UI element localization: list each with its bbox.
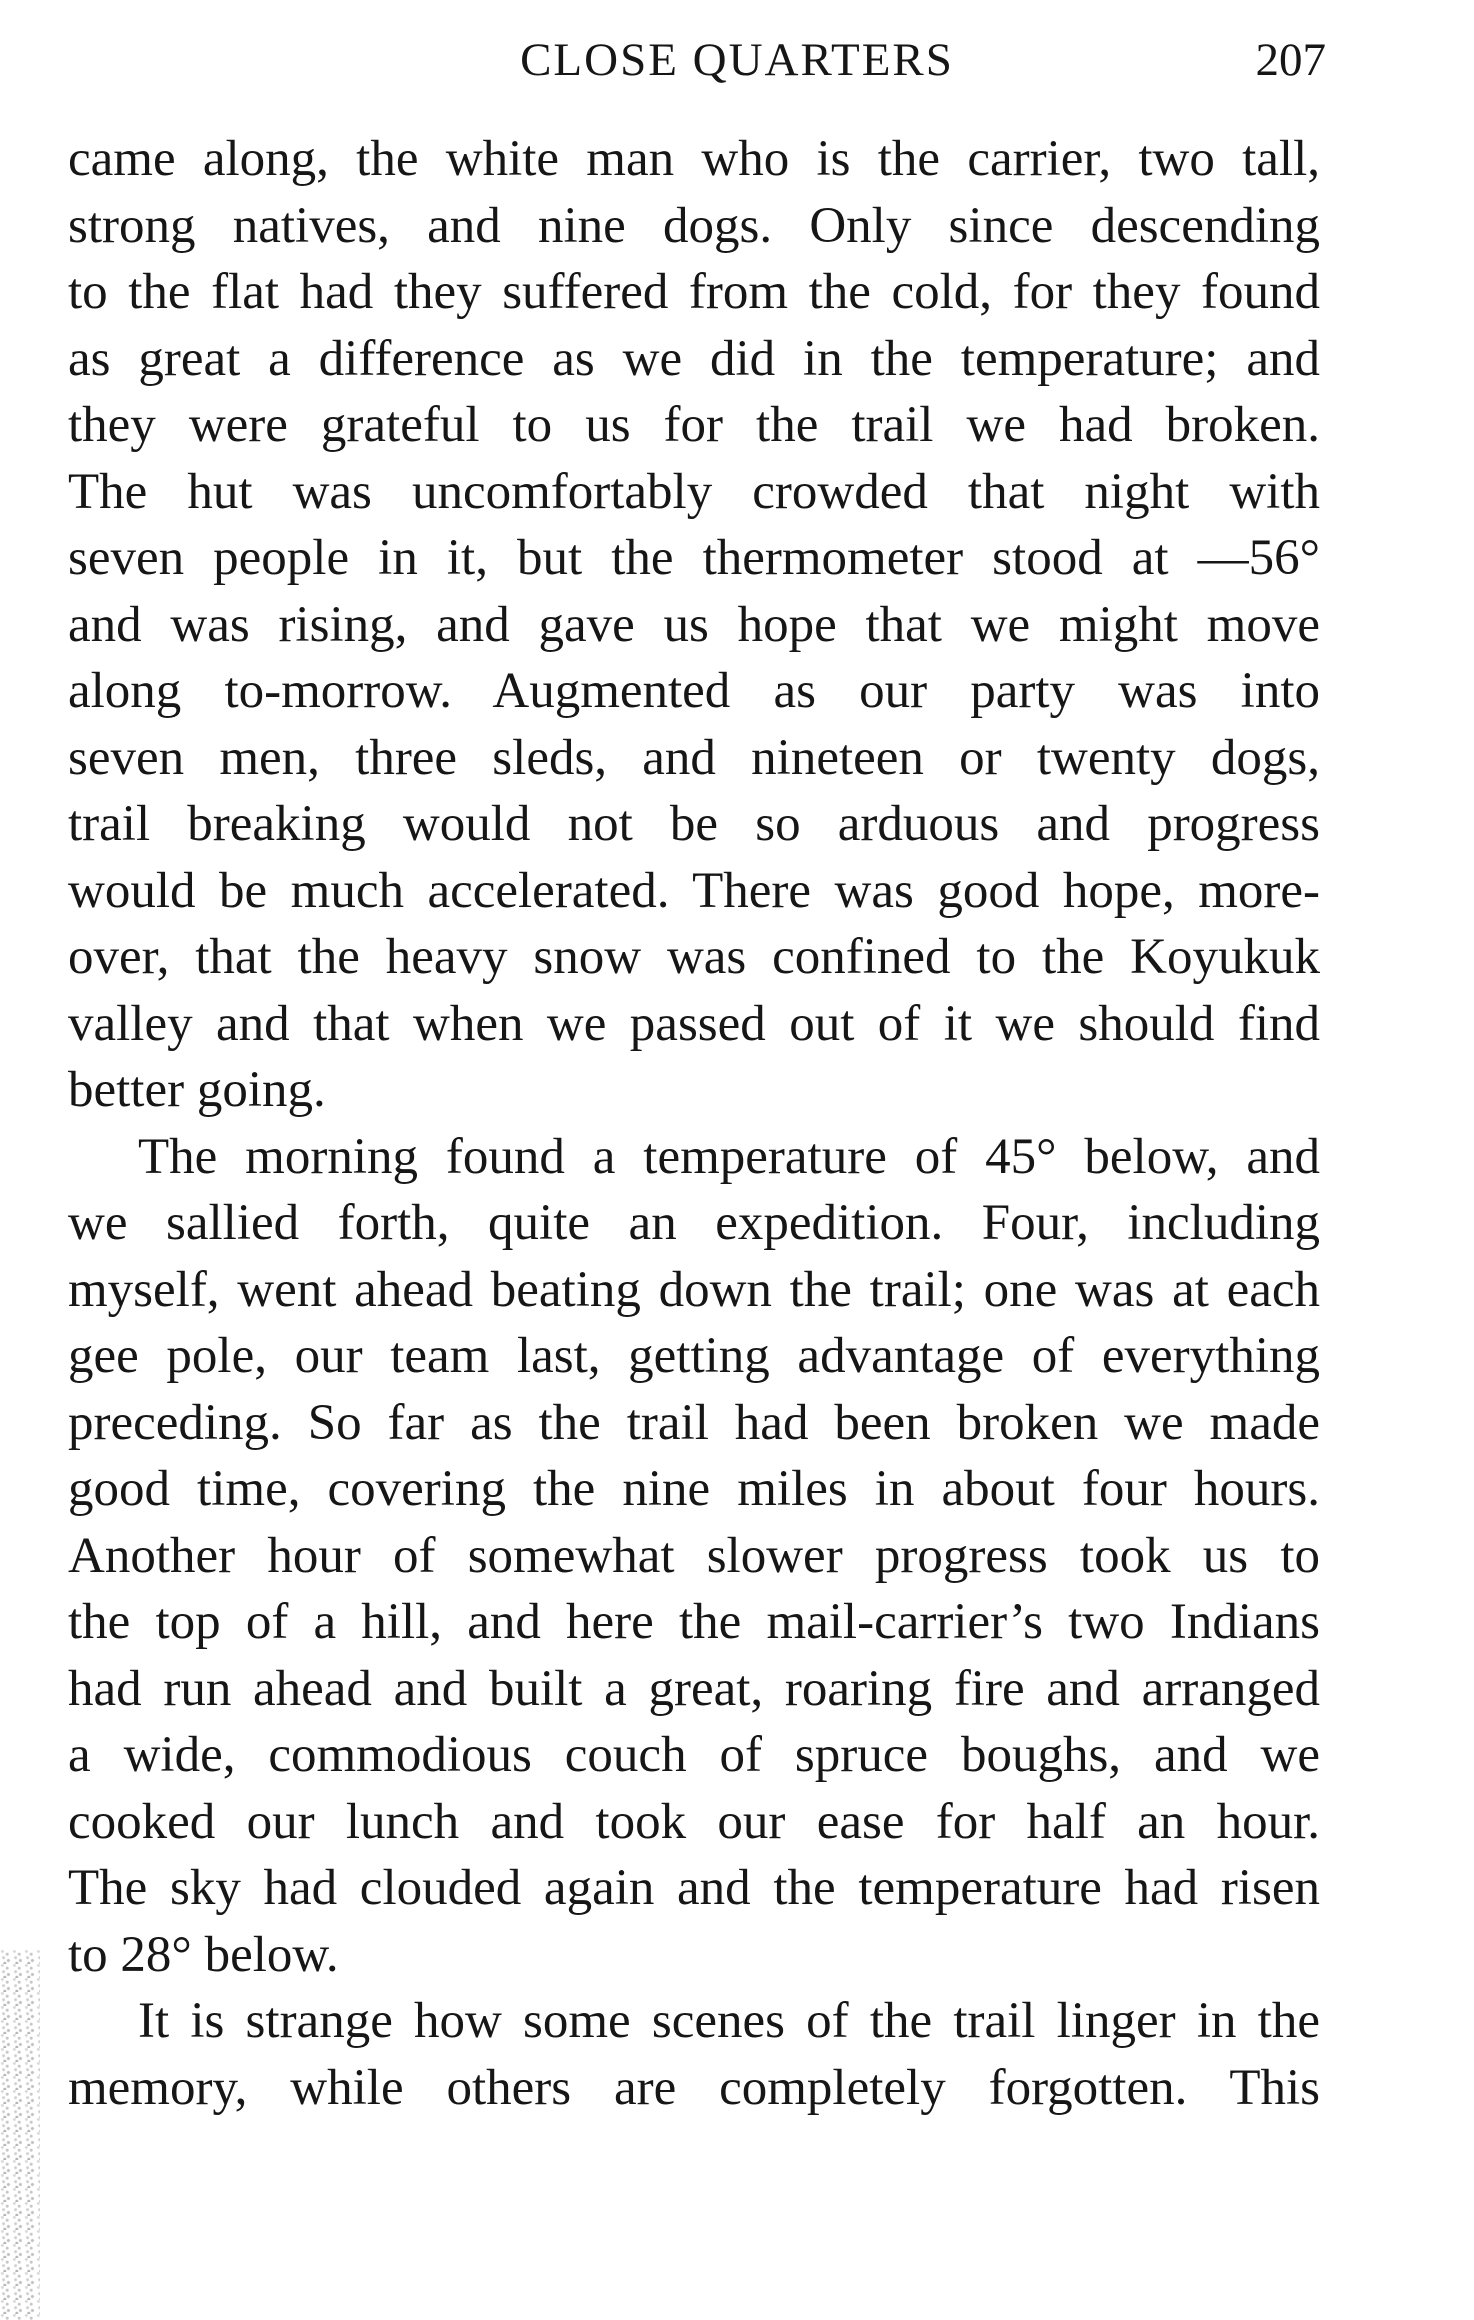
text-line: the top of a hill, and here the mail-carrier’s two Indians xyxy=(68,1594,1320,1650)
text-line: to the flat had they suffered from the cold, for they found xyxy=(68,264,1320,320)
text-line: Another hour of somewhat slower progress took us to xyxy=(68,1527,1320,1584)
text-line: memory, while others are completely forgotten. This xyxy=(68,2059,1320,2116)
text-line: along to-morrow. Augmented as our party was into xyxy=(68,663,1320,719)
text-line: over, that the heavy snow was confined to the Koyukuk xyxy=(68,929,1320,985)
text-line: they were grateful to us for the trail we had broken. xyxy=(68,397,1320,453)
scan-gutter-speckle xyxy=(0,1950,40,2320)
text-line: The morning found a temperature of 45° below, and xyxy=(138,1128,1320,1185)
text-line: we sallied forth, quite an expedition. Four, including xyxy=(68,1195,1320,1251)
running-head xyxy=(0,30,1474,90)
text-line: would be much accelerated. There was good hope, more- xyxy=(68,862,1320,919)
text-line: gee pole, our team last, getting advantage of everything xyxy=(68,1328,1320,1384)
text-line: seven men, three sleds, and nineteen or twenty dogs, xyxy=(68,729,1320,786)
text-line: valley and that when we passed out of it we should find xyxy=(68,995,1320,1052)
text-line: came along, the white man who is the carrier, two tall, xyxy=(68,131,1320,187)
page-number: 207 xyxy=(1255,34,1326,86)
text-line: myself, went ahead beating down the trail; one was at each xyxy=(68,1261,1320,1318)
text-line: and was rising, and gave us hope that we might move xyxy=(68,596,1320,653)
text-line: as great a difference as we did in the temperature; and xyxy=(68,330,1320,387)
text-line: better going. xyxy=(68,1062,326,1118)
text-line: strong natives, and nine dogs. Only since descending xyxy=(68,197,1320,254)
text-line: The sky had clouded again and the temperature had risen xyxy=(68,1860,1320,1916)
text-line: preceding. So far as the trail had been broken we made xyxy=(68,1394,1320,1451)
text-line: It is strange how some scenes of the trail linger in the xyxy=(138,1993,1320,2049)
text-line: The hut was uncomfortably crowded that night with xyxy=(68,463,1320,520)
text-line: a wide, commodious couch of spruce boughs, and we xyxy=(68,1727,1320,1783)
body-text xyxy=(68,126,1320,2121)
text-line: cooked our lunch and took our ease for half an hour. xyxy=(68,1793,1320,1850)
text-line: good time, covering the nine miles in about four hours. xyxy=(68,1461,1320,1517)
text-line: had run ahead and built a great, roaring fire and arranged xyxy=(68,1660,1320,1717)
text-line: trail breaking would not be so arduous and progress xyxy=(68,796,1320,852)
text-line: seven people in it, but the thermometer stood at —56° xyxy=(68,530,1320,586)
running-title: CLOSE QUARTERS xyxy=(520,34,954,86)
text-line: to 28° below. xyxy=(68,1926,339,1983)
